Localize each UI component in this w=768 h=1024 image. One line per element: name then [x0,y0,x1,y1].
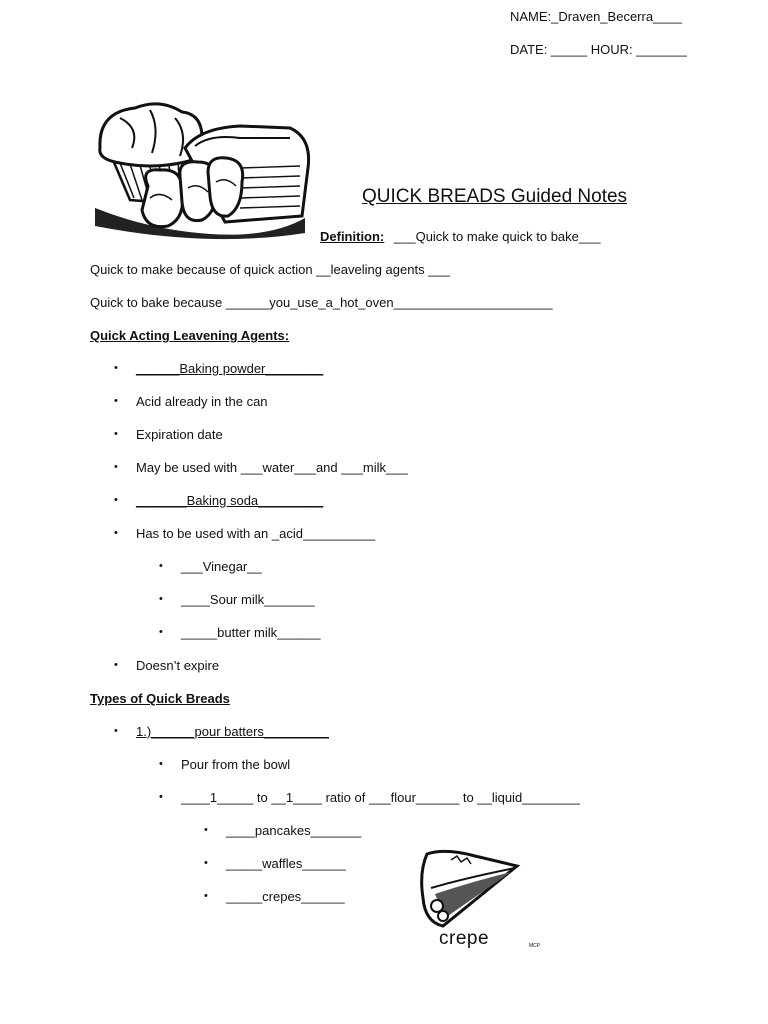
bullet-icon: • [159,758,163,770]
page-title: QUICK BREADS Guided Notes [362,186,628,207]
bullet-icon: • [159,626,163,638]
list-item: _______Baking soda_________ [136,493,324,508]
list-item: ____Sour milk_______ [181,592,315,607]
crepe-label: crepe [439,928,490,949]
bullet-icon: • [114,659,118,671]
bullet-icon: • [114,527,118,539]
list-item: _____butter milk______ [181,625,321,640]
list-item: ___Vinegar__ [181,559,262,574]
list-item: Acid already in the can [136,394,268,409]
types-heading: Types of Quick Breads [90,691,230,706]
bullet-icon: • [204,857,208,869]
bullet-icon: • [204,890,208,902]
crepe-mark: MCP [529,943,541,949]
list-item: Doesn’t expire [136,658,220,673]
bullet-icon: • [114,428,118,440]
list-item: ______Baking powder________ [136,361,324,376]
crepe-illustration [415,848,525,930]
name-field: NAME:_Draven_Becerra____ [510,9,682,24]
definition-label: Definition: [320,229,385,244]
list-item: _____crepes______ [226,889,345,904]
bullet-icon: • [159,560,163,572]
list-item: Pour from the bowl [181,757,291,772]
bullet-icon: • [114,725,118,737]
list-item: _____waffles______ [226,856,346,871]
leavening-heading: Quick Acting Leavening Agents: [90,328,290,343]
list-item: Expiration date [136,427,223,442]
list-item: 1.)______pour batters_________ [136,724,329,739]
definition-line [320,229,601,244]
list-item: ____pancakes_______ [226,823,362,838]
list-item: Has to be used with an _acid__________ [136,526,376,541]
list-item: May be used with ___water___and ___milk___ [136,460,408,475]
bullet-icon: • [114,362,118,374]
quick-bake-line: Quick to bake because ______you_use_a_hot_oven______________________ [90,295,553,310]
quick-make-line: Quick to make because of quick action __leaveling agents ___ [90,262,450,277]
definition-text: ___Quick to make quick to bake___ [393,229,601,244]
list-item: ____1_____ to __1____ ratio of ___flour______ to __liquid________ [181,790,581,805]
bullet-icon: • [114,395,118,407]
bullet-icon: • [114,494,118,506]
bullet-icon: • [159,593,163,605]
bullet-icon: • [159,791,163,803]
bullet-icon: • [204,824,208,836]
bread-illustration [90,98,310,246]
bullet-icon: • [114,461,118,473]
date-hour-field: DATE: _____ HOUR: _______ [510,42,687,57]
